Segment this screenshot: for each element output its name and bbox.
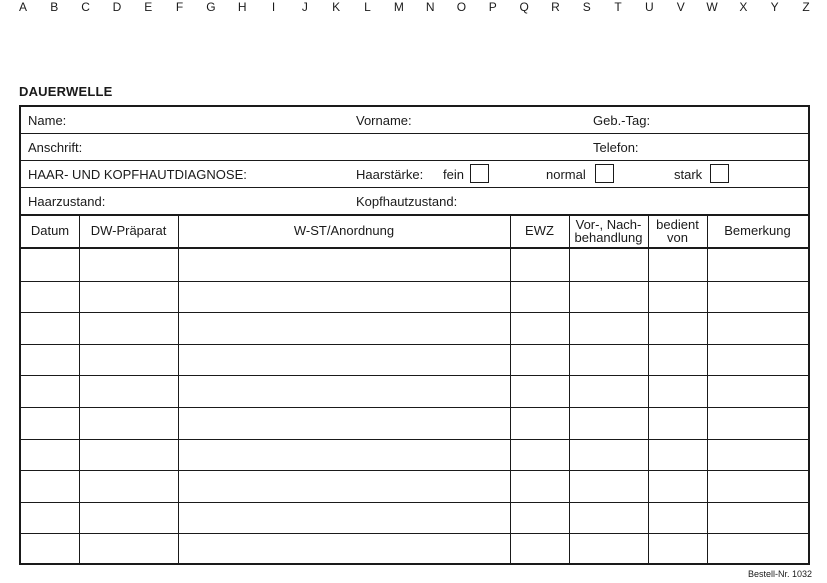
column-separator — [510, 216, 511, 563]
index-letter: U — [645, 0, 654, 14]
index-letter: P — [488, 0, 497, 14]
index-letter: T — [614, 0, 622, 14]
stark-checkbox[interactable] — [710, 164, 729, 183]
table-row — [21, 312, 808, 313]
fein-label: fein — [443, 167, 464, 182]
telefon-label: Telefon: — [593, 140, 639, 155]
index-letter: D — [112, 0, 122, 14]
index-letter: E — [144, 0, 153, 14]
index-letter: K — [332, 0, 341, 14]
column-separator — [178, 216, 179, 563]
table-row — [21, 281, 808, 282]
divider — [21, 187, 808, 188]
col-header-anordnung: W-ST/Anordnung — [293, 223, 395, 238]
anschrift-label: Anschrift: — [28, 140, 83, 155]
index-letter: B — [50, 0, 59, 14]
table-header-border — [21, 247, 808, 249]
divider — [21, 133, 808, 134]
index-letter: Z — [802, 0, 810, 14]
normal-checkbox[interactable] — [595, 164, 614, 183]
index-letter: F — [175, 0, 184, 14]
form-title: DAUERWELLE — [19, 84, 113, 99]
index-letter: G — [206, 0, 216, 14]
column-separator — [707, 216, 708, 563]
table-row — [21, 344, 808, 345]
col-header-datum: Datum — [30, 223, 70, 238]
index-letter: Y — [770, 0, 779, 14]
order-number: Bestell-Nr. 1032 — [747, 569, 812, 579]
index-letter: O — [456, 0, 467, 14]
haarzustand-label: Haarzustand: — [28, 194, 106, 209]
table-row — [21, 375, 808, 376]
index-letter: R — [551, 0, 560, 14]
index-letter: C — [81, 0, 90, 14]
normal-label: normal — [546, 167, 586, 182]
column-separator — [569, 216, 570, 563]
fein-checkbox[interactable] — [470, 164, 489, 183]
table-row — [21, 502, 808, 503]
index-letter: L — [364, 0, 371, 14]
col-header-vor-nachbehandlung: Vor-, Nach- behandlung — [574, 217, 643, 245]
stark-label: stark — [674, 167, 703, 182]
index-letter: Q — [519, 0, 529, 14]
index-letter: V — [676, 0, 685, 14]
column-separator — [79, 216, 80, 563]
kopfhautzustand-label: Kopfhautzustand: — [356, 194, 458, 209]
index-letter: A — [18, 0, 28, 14]
dauerwelle-form — [19, 105, 810, 565]
index-letter: W — [706, 0, 718, 14]
alphabet-index — [0, 0, 827, 16]
table-row — [21, 407, 808, 408]
index-letter: H — [237, 0, 247, 14]
vorname-label: Vorname: — [356, 113, 412, 128]
table-row — [21, 439, 808, 440]
index-letter: S — [582, 0, 591, 14]
geb-tag-label: Geb.-Tag: — [593, 113, 651, 128]
name-label: Name: — [28, 113, 67, 128]
index-letter: I — [271, 0, 276, 14]
col-header-praeparat: DW-Präparat — [90, 223, 167, 238]
index-letter: N — [425, 0, 435, 14]
divider — [21, 160, 808, 161]
table-row — [21, 533, 808, 534]
table-row — [21, 470, 808, 471]
index-letter: J — [301, 0, 308, 14]
haarstaerke-label: Haarstärke: — [356, 167, 424, 182]
col-header-bedient-von: bedient von — [656, 217, 699, 245]
column-separator — [648, 216, 649, 563]
diagnose-label: HAAR- UND KOPFHAUTDIAGNOSE: — [28, 167, 247, 182]
col-header-bemerkung: Bemerkung — [724, 223, 791, 238]
index-letter: X — [739, 0, 748, 14]
col-header-ewz: EWZ — [525, 223, 554, 238]
index-letter: M — [393, 0, 404, 14]
